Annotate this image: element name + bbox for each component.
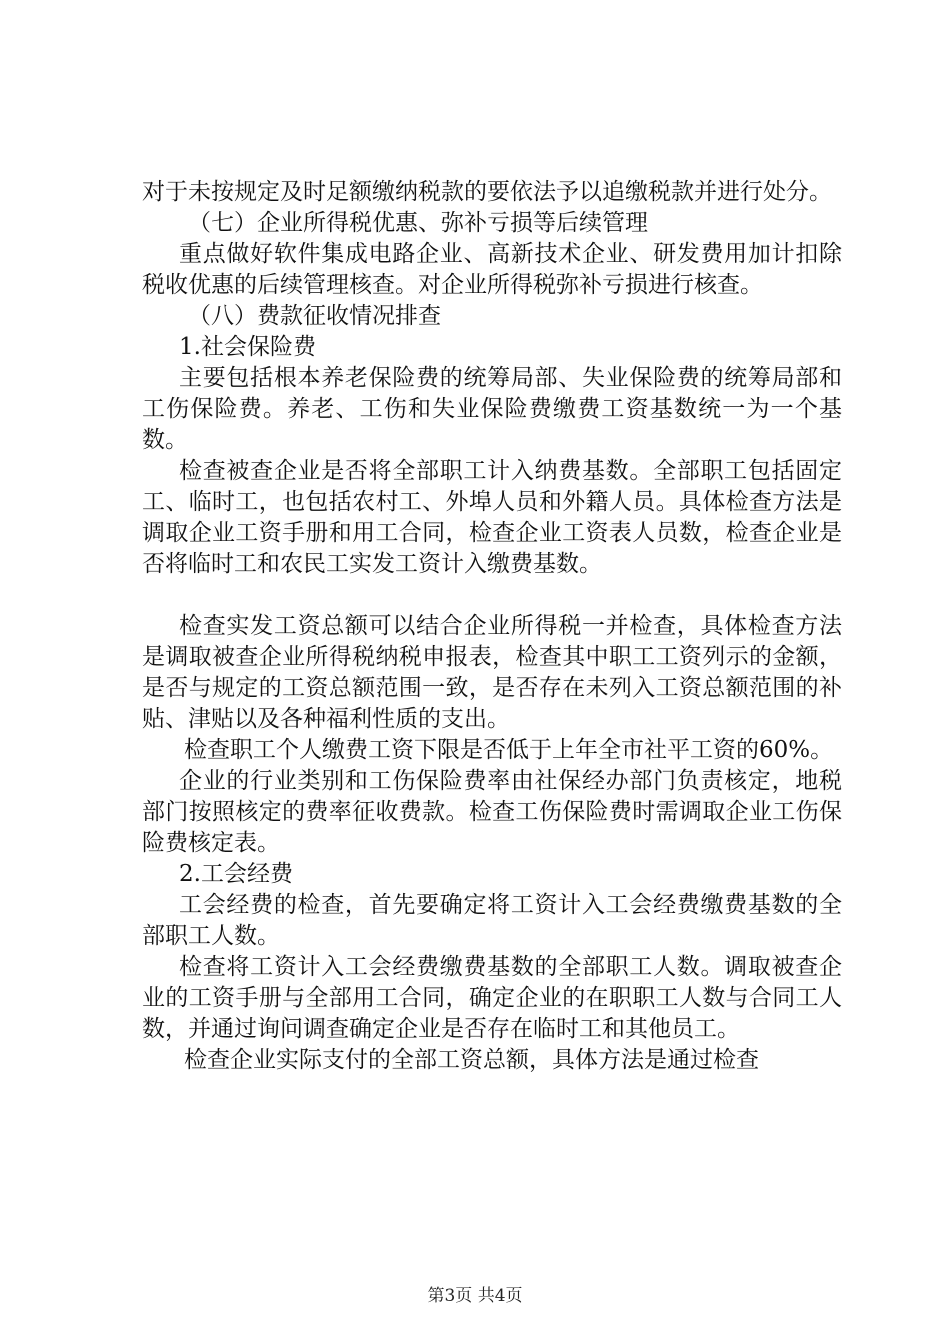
section-heading-8: （八）费款征收情况排查: [188, 303, 441, 329]
subheading-union-fee: 2.工会经费: [179, 861, 293, 887]
section-heading-7: （七）企业所得税优惠、弥补亏损等后续管理: [188, 210, 648, 236]
paragraph-wage-floor: 检查职工个人缴费工资下限是否低于上年全市社平工资的60%。: [184, 737, 834, 763]
paragraph-wage-total: 检查实发工资总额可以结合企业所得税一并检查，具体检查方法是调取被查企业所得税纳税申报表，检查其中职工工资列示的金额，是否与规定的工资总额范围一致，是否存在未列入工资总额范围的补贴、津贴以及各种福利性质的支出。: [142, 613, 842, 732]
paragraph-union-intro: 工会经费的检查，首先要确定将工资计入工会经费缴费基数的全部职工人数。: [142, 892, 842, 949]
subheading-social-insurance: 1.社会保险费: [179, 334, 316, 360]
paragraph-tax-incentive: 重点做好软件集成电路企业、高新技术企业、研发费用加计扣除税收优惠的后续管理核查。对企业所得税弥补亏损进行核查。: [142, 241, 842, 298]
paragraph-union-wages: 检查企业实际支付的全部工资总额，具体方法是通过检查: [184, 1047, 759, 1073]
document-body: [142, 177, 842, 1076]
page-number-label: 第3页 共4页: [427, 1286, 523, 1306]
paragraph-union-headcount: 检查将工资计入工会经费缴费基数的全部职工人数。调取被查企业的工资手册与全部用工合同，确定企业的在职职工人数与合同工人数，并通过询问调查确定企业是否存在临时工和其他员工。: [142, 954, 842, 1042]
paragraph-insurance-scope: 主要包括根本养老保险费的统筹局部、失业保险费的统筹局部和工伤保险费。养老、工伤和失业保险费缴费工资基数统一为一个基数。: [142, 365, 842, 453]
page-footer: [0, 1286, 950, 1306]
paragraph-injury-rate: 企业的行业类别和工伤保险费率由社保经办部门负责核定，地税部门按照核定的费率征收费款。检查工伤保险费时需调取企业工伤保险费核定表。: [142, 768, 842, 856]
paragraph-penalty: 对于未按规定及时足额缴纳税款的要依法予以追缴税款并进行处分。: [142, 179, 832, 205]
paragraph-employee-base: 检查被查企业是否将全部职工计入纳费基数。全部职工包括固定工、临时工，也包括农村工、外埠人员和外籍人员。具体检查方法是调取企业工资手册和用工合同，检查企业工资表人员数，检查企业是否将临时工和农民工实发工资计入缴费基数。: [142, 458, 842, 577]
